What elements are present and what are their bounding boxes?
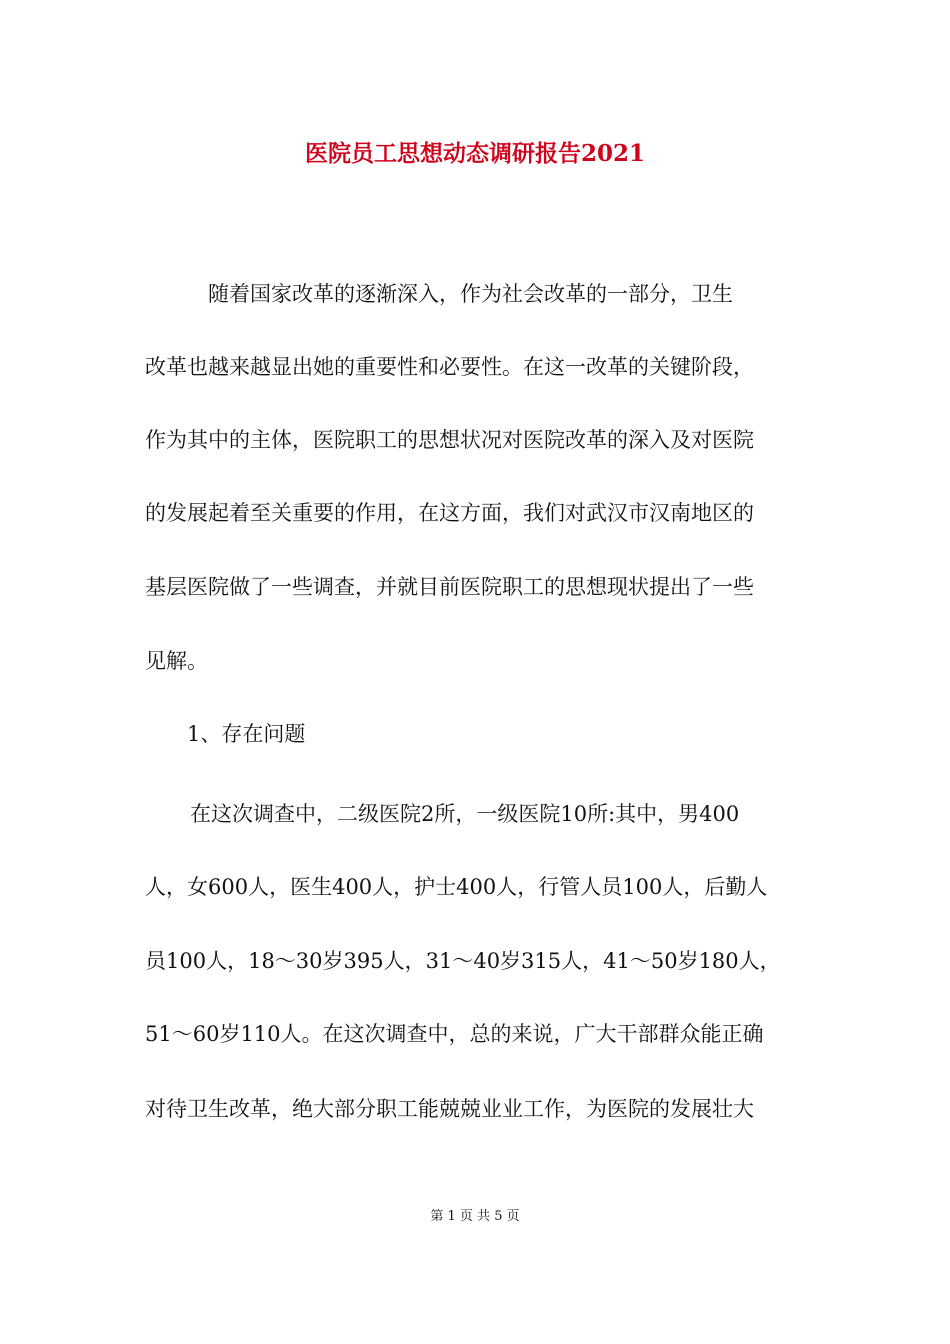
paragraph-line: 的发展起着至关重要的作用，在这方面，我们对武汉市汉南地区的 [145, 501, 754, 525]
paragraph-line: 51～60岁110人。在这次调查中，总的来说，广大干部群众能正确 [145, 1022, 764, 1046]
paragraph-line: 见解。 [145, 649, 208, 673]
paragraph-line: 改革也越来越显出她的重要性和必要性。在这一改革的关键阶段， [145, 355, 754, 379]
paragraph-line: 对待卫生改革，绝大部分职工能兢兢业业工作，为医院的发展壮大 [145, 1097, 754, 1121]
paragraph-line: 随着国家改革的逐渐深入，作为社会改革的一部分，卫生 [208, 282, 733, 306]
paragraph-line: 基层医院做了一些调查，并就目前医院职工的思想现状提出了一些 [145, 575, 754, 599]
paragraph-line: 人，女600人，医生400人，护士400人，行管人员100人，后勤人 [145, 875, 768, 899]
paragraph-line: 在这次调查中，二级医院2所，一级医院10所:其中，男400 [190, 802, 740, 826]
page-footer: 第 1 页 共 5 页 [430, 1209, 520, 1224]
paragraph-line: 作为其中的主体，医院职工的思想状况对医院改革的深入及对医院 [145, 428, 754, 452]
document-title: 医院员工思想动态调研报告2021 [304, 140, 645, 167]
section-heading: 1、存在问题 [187, 722, 306, 746]
paragraph-line: 员100人，18～30岁395人，31～40岁315人，41～50岁180人， [145, 949, 781, 973]
